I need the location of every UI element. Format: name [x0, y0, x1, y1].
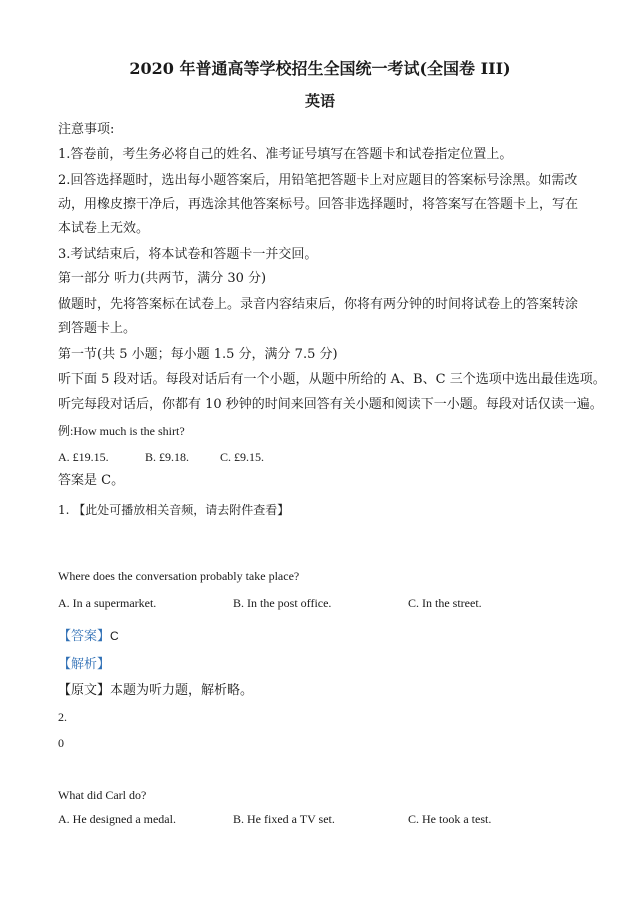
- q2-audio-placeholder: 0: [58, 736, 64, 750]
- section1-intro-line-1: 听下面 5 段对话。每段对话后有一个小题，从题中所给的 A、B、C 三个选项中选出最佳选项。: [58, 372, 606, 387]
- notice-item-2-line-1: 2.回答选择题时，选出每小题答案后，用铅笔把答题卡上对应题目的答案标号涂黑。如需改: [58, 173, 578, 188]
- part1-intro-line-1: 做题时，先将答案标在试卷上。录音内容结束后，你将有两分钟的时间将试卷上的答案转涂: [58, 297, 579, 312]
- q1-audio-note: 1. 【此处可播放相关音频，请去附件查看】: [58, 503, 290, 517]
- notice-item-1: 1.答卷前，考生务必将自己的姓名、准考证号填写在答题卡和试卷指定位置上。: [58, 147, 513, 162]
- notice-item-3: 3.考试结束后，将本试卷和答题卡一并交回。: [58, 247, 318, 262]
- notice-heading: 注意事项:: [58, 122, 115, 137]
- q1-analysis-label: 【解析】: [58, 657, 111, 672]
- q1-option-b: B. In the post office.: [233, 596, 332, 610]
- part1-intro-line-2: 到答题卡上。: [58, 321, 137, 336]
- q1-option-c: C. In the street.: [408, 596, 482, 610]
- q1-answer: [58, 627, 119, 646]
- q2-question: What did Carl do?: [58, 788, 147, 802]
- q1-answer-value: C: [110, 629, 119, 643]
- q1-option-a: A. In a supermarket.: [58, 596, 157, 610]
- q2-option-a: A. He designed a medal.: [58, 812, 176, 826]
- q1-source-text: 【原文】本题为听力题，解析略。: [58, 683, 254, 698]
- example-option-b: B. £9.18.: [145, 450, 190, 464]
- exam-title: 2020 年普通高等学校招生全国统一考试(全国卷 III): [129, 59, 511, 78]
- example-option-a: A. £19.15.: [58, 450, 109, 464]
- section1-heading: 第一节(共 5 小题；每小题 1.5 分，满分 7.5 分): [58, 347, 338, 362]
- notice-item-2-line-3: 本试卷上无效。: [58, 221, 150, 236]
- q1-question: Where does the conversation probably take place?: [58, 569, 300, 583]
- example-option-c: C. £9.15.: [220, 450, 265, 464]
- q2-option-c: C. He took a test.: [408, 812, 492, 826]
- q2-number: 2.: [58, 710, 67, 724]
- subject-title: 英语: [304, 92, 335, 110]
- section1-intro-line-2: 听完每段对话后，你都有 10 秒钟的时间来回答有关小题和阅读下一小题。每段对话仅读一遍。: [58, 397, 603, 412]
- example-question: 例:How much is the shirt?: [58, 424, 185, 438]
- q2-option-b: B. He fixed a TV set.: [233, 812, 335, 826]
- notice-item-2-line-2: 动，用橡皮擦干净后，再选涂其他答案标号。回答非选择题时，将答案写在答题卡上，写在: [58, 197, 579, 212]
- part1-heading: 第一部分 听力(共两节，满分 30 分): [58, 271, 267, 286]
- example-answer: 答案是 C。: [58, 473, 125, 488]
- q1-answer-label: 【答案】: [58, 629, 111, 644]
